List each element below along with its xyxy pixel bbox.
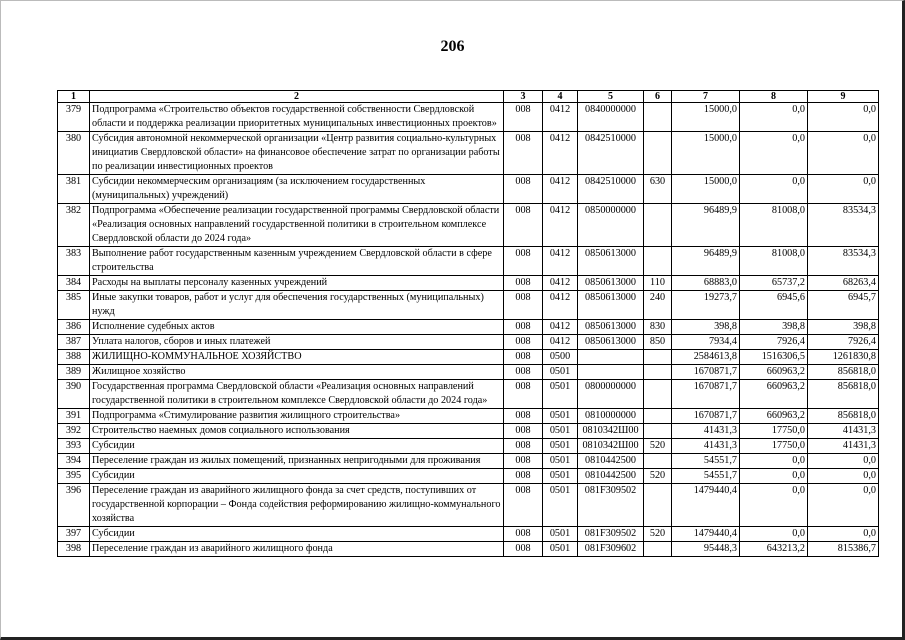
amount-col7-cell: 1670871,7 — [672, 380, 740, 409]
amount-col8-cell: 0,0 — [740, 469, 808, 484]
amount-col8-cell: 0,0 — [740, 132, 808, 175]
amount-col8-cell: 0,0 — [740, 454, 808, 469]
row-number-cell: 387 — [58, 335, 90, 350]
target-article-cell: 0850613000 — [578, 291, 644, 320]
expense-type-cell — [644, 132, 672, 175]
section-code-cell: 0412 — [543, 175, 578, 204]
section-code-cell: 0501 — [543, 484, 578, 527]
target-article-cell: 081F309502 — [578, 527, 644, 542]
column-header: 1 — [58, 91, 90, 103]
target-article-cell: 0850613000 — [578, 276, 644, 291]
table-row — [58, 527, 879, 542]
row-number-cell: 383 — [58, 247, 90, 276]
section-code-cell: 0501 — [543, 527, 578, 542]
target-article-cell — [578, 365, 644, 380]
table-row — [58, 350, 879, 365]
target-article-cell: 0842510000 — [578, 175, 644, 204]
amount-col8-cell: 0,0 — [740, 175, 808, 204]
section-code-cell: 0412 — [543, 335, 578, 350]
expense-type-cell — [644, 350, 672, 365]
section-code-cell: 0412 — [543, 132, 578, 175]
amount-col9-cell: 398,8 — [808, 320, 879, 335]
item-name-cell: Подпрограмма «Стимулирование развития жилищного строительства» — [90, 409, 504, 424]
table-row — [58, 276, 879, 291]
ministry-code-cell: 008 — [504, 204, 543, 247]
amount-col9-cell: 856818,0 — [808, 380, 879, 409]
amount-col8-cell: 0,0 — [740, 527, 808, 542]
row-number-cell: 391 — [58, 409, 90, 424]
amount-col9-cell: 68263,4 — [808, 276, 879, 291]
target-article-cell — [578, 350, 644, 365]
ministry-code-cell: 008 — [504, 365, 543, 380]
column-header: 7 — [672, 91, 740, 103]
amount-col8-cell: 643213,2 — [740, 542, 808, 557]
amount-col7-cell: 19273,7 — [672, 291, 740, 320]
item-name-cell: ЖИЛИЩНО-КОММУНАЛЬНОЕ ХОЗЯЙСТВО — [90, 350, 504, 365]
item-name-cell: Субсидии некоммерческим организациям (за исключением государственных (муниципальных) учреждений) — [90, 175, 504, 204]
ministry-code-cell: 008 — [504, 276, 543, 291]
target-article-cell: 0810442500 — [578, 469, 644, 484]
row-number-cell: 392 — [58, 424, 90, 439]
column-header: 6 — [644, 91, 672, 103]
amount-col7-cell: 54551,7 — [672, 469, 740, 484]
section-code-cell: 0412 — [543, 204, 578, 247]
amount-col7-cell: 398,8 — [672, 320, 740, 335]
target-article-cell: 0810342Ш00 — [578, 439, 644, 454]
expense-type-cell — [644, 204, 672, 247]
target-article-cell: 0810442500 — [578, 454, 644, 469]
section-code-cell: 0412 — [543, 276, 578, 291]
amount-col9-cell: 7926,4 — [808, 335, 879, 350]
item-name-cell: Субсидии — [90, 527, 504, 542]
expense-type-cell: 830 — [644, 320, 672, 335]
ministry-code-cell: 008 — [504, 291, 543, 320]
column-header: 5 — [578, 91, 644, 103]
row-number-cell: 384 — [58, 276, 90, 291]
amount-col9-cell: 856818,0 — [808, 365, 879, 380]
expense-type-cell — [644, 542, 672, 557]
expense-type-cell — [644, 365, 672, 380]
target-article-cell: 0850613000 — [578, 335, 644, 350]
section-code-cell: 0501 — [543, 454, 578, 469]
ministry-code-cell: 008 — [504, 409, 543, 424]
target-article-cell: 0800000000 — [578, 380, 644, 409]
expense-type-cell: 240 — [644, 291, 672, 320]
amount-col7-cell: 1479440,4 — [672, 484, 740, 527]
item-name-cell: Уплата налогов, сборов и иных платежей — [90, 335, 504, 350]
amount-col7-cell: 96489,9 — [672, 247, 740, 276]
amount-col7-cell: 95448,3 — [672, 542, 740, 557]
amount-col8-cell: 6945,6 — [740, 291, 808, 320]
amount-col9-cell: 41431,3 — [808, 439, 879, 454]
item-name-cell: Исполнение судебных актов — [90, 320, 504, 335]
ministry-code-cell: 008 — [504, 484, 543, 527]
expense-type-cell: 520 — [644, 527, 672, 542]
table-row — [58, 175, 879, 204]
row-number-cell: 380 — [58, 132, 90, 175]
target-article-cell: 081F309602 — [578, 542, 644, 557]
item-name-cell: Субсидии — [90, 469, 504, 484]
ministry-code-cell: 008 — [504, 454, 543, 469]
amount-col8-cell: 1516306,5 — [740, 350, 808, 365]
row-number-cell: 379 — [58, 103, 90, 132]
amount-col7-cell: 96489,9 — [672, 204, 740, 247]
row-number-cell: 397 — [58, 527, 90, 542]
item-name-cell: Подпрограмма «Строительство объектов государственной собственности Свердловской области и поддержка реализации приоритетных муниципальных инвестиционных проектов» — [90, 103, 504, 132]
table-row — [58, 320, 879, 335]
section-code-cell: 0501 — [543, 439, 578, 454]
table-row — [58, 291, 879, 320]
section-code-cell: 0501 — [543, 424, 578, 439]
amount-col9-cell: 0,0 — [808, 103, 879, 132]
column-header: 8 — [740, 91, 808, 103]
column-header: 9 — [808, 91, 879, 103]
section-code-cell: 0501 — [543, 409, 578, 424]
table-row — [58, 424, 879, 439]
row-number-cell: 388 — [58, 350, 90, 365]
row-number-cell: 389 — [58, 365, 90, 380]
item-name-cell: Подпрограмма «Обеспечение реализации государственной программы Свердловской области «Реализация основных направлений государственной политики в строительном комплексе Свердловской области до 2024 года» — [90, 204, 504, 247]
ministry-code-cell: 008 — [504, 320, 543, 335]
amount-col8-cell: 660963,2 — [740, 409, 808, 424]
row-number-cell: 390 — [58, 380, 90, 409]
amount-col7-cell: 1670871,7 — [672, 409, 740, 424]
amount-col9-cell: 83534,3 — [808, 204, 879, 247]
target-article-cell: 0840000000 — [578, 103, 644, 132]
ministry-code-cell: 008 — [504, 335, 543, 350]
amount-col8-cell: 0,0 — [740, 484, 808, 527]
amount-col7-cell: 15000,0 — [672, 175, 740, 204]
amount-col8-cell: 660963,2 — [740, 380, 808, 409]
table-row — [58, 409, 879, 424]
table-row — [58, 542, 879, 557]
amount-col9-cell: 0,0 — [808, 484, 879, 527]
expense-type-cell — [644, 380, 672, 409]
item-name-cell: Выполнение работ государственным казенным учреждением Свердловской области в сфере строительства — [90, 247, 504, 276]
item-name-cell: Иные закупки товаров, работ и услуг для обеспечения государственных (муниципальных) нужд — [90, 291, 504, 320]
amount-col9-cell: 815386,7 — [808, 542, 879, 557]
table-row — [58, 103, 879, 132]
ministry-code-cell: 008 — [504, 103, 543, 132]
section-code-cell: 0412 — [543, 103, 578, 132]
item-name-cell: Субсидии — [90, 439, 504, 454]
item-name-cell: Государственная программа Свердловской области «Реализация основных направлений государственной политики в строительном комплексе Свердловской области до 2024 года» — [90, 380, 504, 409]
table-row — [58, 204, 879, 247]
section-code-cell: 0412 — [543, 320, 578, 335]
section-code-cell: 0501 — [543, 380, 578, 409]
budget-table — [57, 90, 879, 557]
amount-col8-cell: 81008,0 — [740, 204, 808, 247]
amount-col9-cell: 6945,7 — [808, 291, 879, 320]
section-code-cell: 0412 — [543, 291, 578, 320]
item-name-cell: Субсидия автономной некоммерческой организации «Центр развития социально-культурных инициатив Свердловской области» на финансовое обеспечение затрат по организации работы по реализации инвестиционных проектов — [90, 132, 504, 175]
ministry-code-cell: 008 — [504, 527, 543, 542]
amount-col7-cell: 15000,0 — [672, 132, 740, 175]
table-row — [58, 380, 879, 409]
item-name-cell: Переселение граждан из аварийного жилищного фонда — [90, 542, 504, 557]
item-name-cell: Жилищное хозяйство — [90, 365, 504, 380]
ministry-code-cell: 008 — [504, 175, 543, 204]
row-number-cell: 398 — [58, 542, 90, 557]
table-row — [58, 454, 879, 469]
target-article-cell: 0850000000 — [578, 204, 644, 247]
amount-col7-cell: 41431,3 — [672, 424, 740, 439]
amount-col8-cell: 81008,0 — [740, 247, 808, 276]
table-row — [58, 484, 879, 527]
amount-col8-cell: 17750,0 — [740, 424, 808, 439]
ministry-code-cell: 008 — [504, 469, 543, 484]
table-row — [58, 247, 879, 276]
expense-type-cell: 850 — [644, 335, 672, 350]
ministry-code-cell: 008 — [504, 247, 543, 276]
row-number-cell: 396 — [58, 484, 90, 527]
row-number-cell: 395 — [58, 469, 90, 484]
section-code-cell: 0500 — [543, 350, 578, 365]
table-row — [58, 335, 879, 350]
expense-type-cell — [644, 424, 672, 439]
target-article-cell: 0850613000 — [578, 320, 644, 335]
amount-col9-cell: 0,0 — [808, 454, 879, 469]
item-name-cell: Расходы на выплаты персоналу казенных учреждений — [90, 276, 504, 291]
ministry-code-cell: 008 — [504, 380, 543, 409]
item-name-cell: Переселение граждан из аварийного жилищного фонда за счет средств, поступивших от государственной корпорации – Фонда содействия реформированию жилищно-коммунального хозяйства — [90, 484, 504, 527]
row-number-cell: 381 — [58, 175, 90, 204]
column-header: 4 — [543, 91, 578, 103]
amount-col7-cell: 41431,3 — [672, 439, 740, 454]
expense-type-cell — [644, 484, 672, 527]
ministry-code-cell: 008 — [504, 350, 543, 365]
page-number: 206 — [440, 38, 465, 55]
amount-col8-cell: 7926,4 — [740, 335, 808, 350]
section-code-cell: 0501 — [543, 469, 578, 484]
amount-col7-cell: 1670871,7 — [672, 365, 740, 380]
amount-col8-cell: 398,8 — [740, 320, 808, 335]
row-number-cell: 386 — [58, 320, 90, 335]
amount-col7-cell: 2584613,8 — [672, 350, 740, 365]
expense-type-cell: 630 — [644, 175, 672, 204]
amount-col7-cell: 1479440,4 — [672, 527, 740, 542]
table-row — [58, 132, 879, 175]
amount-col8-cell: 660963,2 — [740, 365, 808, 380]
amount-col9-cell: 1261830,8 — [808, 350, 879, 365]
expense-type-cell: 520 — [644, 439, 672, 454]
amount-col9-cell: 856818,0 — [808, 409, 879, 424]
target-article-cell: 0810000000 — [578, 409, 644, 424]
amount-col7-cell: 15000,0 — [672, 103, 740, 132]
column-header: 2 — [90, 91, 504, 103]
amount-col7-cell: 54551,7 — [672, 454, 740, 469]
table-row — [58, 439, 879, 454]
ministry-code-cell: 008 — [504, 424, 543, 439]
expense-type-cell — [644, 409, 672, 424]
row-number-cell: 382 — [58, 204, 90, 247]
amount-col9-cell: 83534,3 — [808, 247, 879, 276]
amount-col7-cell: 68883,0 — [672, 276, 740, 291]
amount-col7-cell: 7934,4 — [672, 335, 740, 350]
target-article-cell: 0810342Ш00 — [578, 424, 644, 439]
item-name-cell: Строительство наемных домов социального использования — [90, 424, 504, 439]
target-article-cell: 0842510000 — [578, 132, 644, 175]
expense-type-cell — [644, 103, 672, 132]
amount-col8-cell: 65737,2 — [740, 276, 808, 291]
amount-col8-cell: 17750,0 — [740, 439, 808, 454]
expense-type-cell: 110 — [644, 276, 672, 291]
amount-col8-cell: 0,0 — [740, 103, 808, 132]
row-number-cell: 394 — [58, 454, 90, 469]
row-number-cell: 393 — [58, 439, 90, 454]
section-code-cell: 0412 — [543, 247, 578, 276]
target-article-cell: 081F309502 — [578, 484, 644, 527]
expense-type-cell: 520 — [644, 469, 672, 484]
ministry-code-cell: 008 — [504, 439, 543, 454]
table-row — [58, 365, 879, 380]
amount-col9-cell: 41431,3 — [808, 424, 879, 439]
header-row — [58, 91, 879, 103]
amount-col9-cell: 0,0 — [808, 132, 879, 175]
ministry-code-cell: 008 — [504, 542, 543, 557]
section-code-cell: 0501 — [543, 542, 578, 557]
row-number-cell: 385 — [58, 291, 90, 320]
target-article-cell: 0850613000 — [578, 247, 644, 276]
column-header: 3 — [504, 91, 543, 103]
expense-type-cell — [644, 454, 672, 469]
table-row — [58, 469, 879, 484]
ministry-code-cell: 008 — [504, 132, 543, 175]
amount-col9-cell: 0,0 — [808, 527, 879, 542]
item-name-cell: Переселение граждан из жилых помещений, признанных непригодными для проживания — [90, 454, 504, 469]
amount-col9-cell: 0,0 — [808, 469, 879, 484]
expense-type-cell — [644, 247, 672, 276]
section-code-cell: 0501 — [543, 365, 578, 380]
amount-col9-cell: 0,0 — [808, 175, 879, 204]
